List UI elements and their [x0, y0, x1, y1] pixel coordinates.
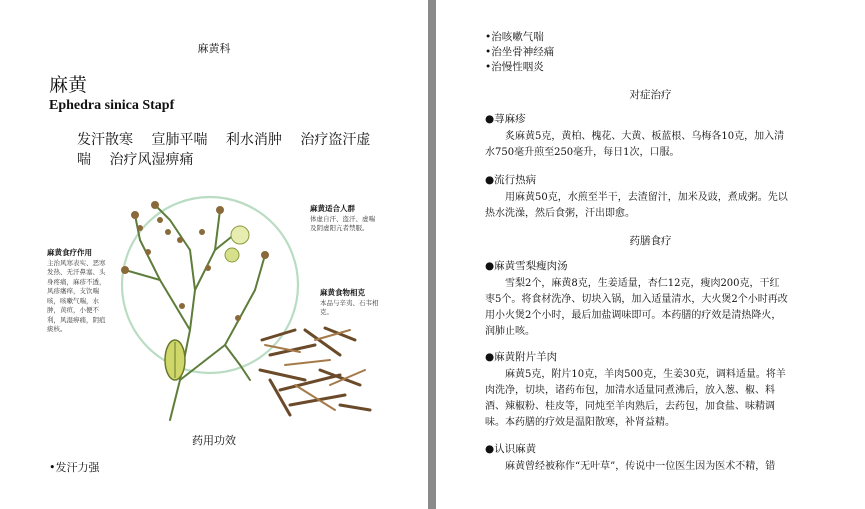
herb-illustration: [40, 180, 385, 425]
effect-item: 治疗盗汗虚喘: [77, 132, 371, 168]
bullet-item: •治坐骨神经痛: [485, 46, 555, 58]
item-heading: ●流行热病: [485, 174, 537, 186]
note-body: 体虚自汗、盗汗、虚喘及阴虚阳亢者禁服。: [310, 214, 375, 232]
item-heading: ●麻黄雪梨瘦肉汤: [485, 260, 568, 272]
effects-list: [77, 130, 377, 170]
item-body: 雪梨2个，麻黄8克，生姜适量，杏仁12克，瘦肉200克，干红枣5个。将食材洗净、切块入锅，加入适量清水，大火煲2个小时再改用小火煲2个小时，最后加盐调味即可。本药膳的疗效是清热降火，润肺止咳。: [485, 278, 788, 337]
effect-item: 发汗散寒: [77, 132, 133, 148]
item-body: 麻黄5克，附片10克，羊肉500克，生姜30克，调料适量。将羊肉洗净，切块，诸药布包，加清水适量同煮沸后，放入葱、椒、料酒、辣椒粉、桂皮等，同炖至羊肉熟后，去药包，加食盐、味精调味。本药膳的疗效是温阳散寒，补肾益精。: [485, 369, 786, 428]
bullet-item: •治慢性咽炎: [485, 61, 544, 73]
note-body: 主治风寒表实、恶寒发热、无汗鼻塞、头身疼痛，麻疹不透，风疹瘙痒，支饮喘咳，咳嗽气喘，水肿，黄疸，小便不利，风湿痹痛，阴疽痰核。: [47, 258, 106, 333]
effect-item: 宣肺平喘: [151, 132, 208, 148]
note-title: 麻黄食疗作用: [47, 248, 92, 257]
page-title: 麻黄: [49, 74, 88, 96]
item-body: 炙麻黄5克，黄柏、槐花、大黄、板蓝根、乌梅各10克，加入清水750毫升煎至250毫升，每日1次，口服。: [485, 131, 785, 158]
note-title: 麻黄适合人群: [310, 204, 355, 213]
effect-item: 治疗风湿痹痛: [109, 152, 194, 168]
bullet-item: •治咳嗽气喘: [485, 31, 544, 43]
note-dietary-effect: [47, 248, 109, 335]
section-caption: 药用功效: [192, 434, 236, 447]
item-heading: ●荨麻疹: [485, 113, 526, 125]
page-gutter: [428, 0, 436, 509]
latin-name: Ephedra sinica Stapf: [49, 98, 175, 113]
running-header: 麻黄科: [197, 42, 231, 55]
bullet-item: •发汗力强: [49, 461, 100, 474]
item-heading: ●麻黄附片羊肉: [485, 351, 558, 363]
left-page[interactable]: [0, 0, 428, 509]
note-suitable-people: [310, 204, 376, 234]
item-heading: ●认识麻黄: [485, 443, 537, 455]
section-title: 药膳食疗: [629, 235, 672, 247]
note-food-incompatibility: [320, 288, 380, 318]
effect-item: 利水消肿: [225, 132, 282, 148]
right-page[interactable]: [436, 0, 865, 509]
note-body: 本品与辛夷、石韦相克。: [320, 298, 379, 316]
item-body: 麻黄曾经被称作“无叶草”，传说中一位医生因为医术不精，错: [505, 461, 776, 472]
section-title: 对症治疗: [629, 89, 672, 101]
note-title: 麻黄食物相克: [320, 288, 365, 297]
item-body: 用麻黄50克，水煎至半干，去渣留汁，加米及豉，煮成粥。先以热水洗澡，然后食粥，汗出即愈。: [485, 192, 788, 219]
